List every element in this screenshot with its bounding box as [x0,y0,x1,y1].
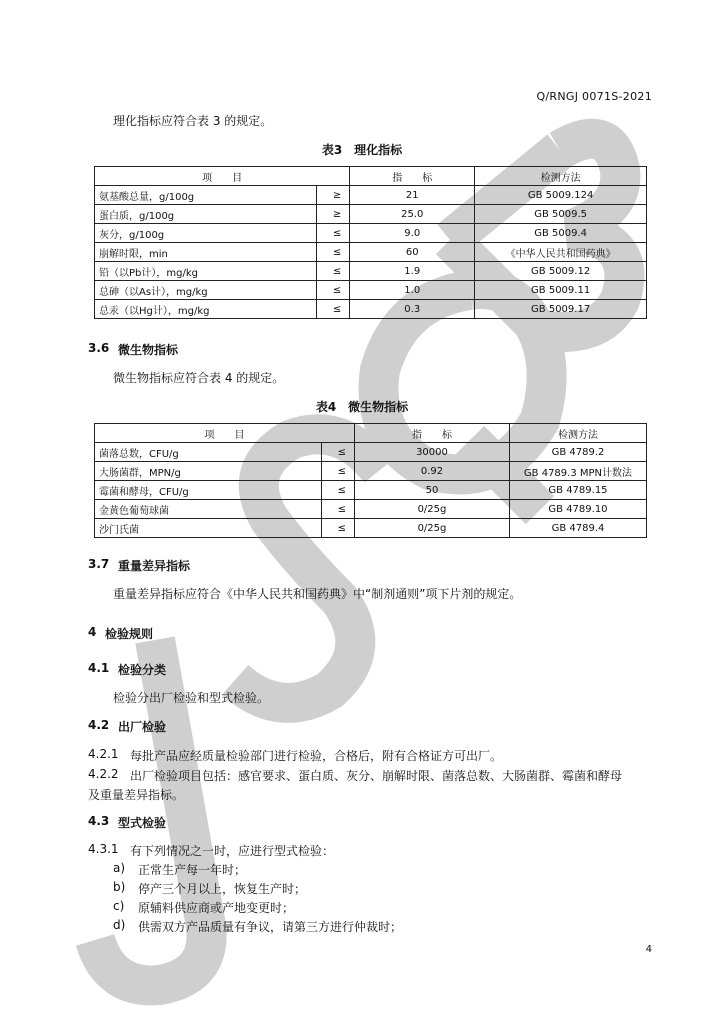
list-item-label: c) [113,899,125,913]
table-row [95,462,647,481]
cell-item: 蛋白质，g/100g [95,205,317,224]
p-4-2-2-num: 4.2.2 [88,767,119,781]
table-row [95,300,647,319]
cell-item: 灰分，g/100g [95,224,317,243]
cell-item: 大肠菌群，MPN/g [95,462,322,481]
cell-sym: ≤ [321,519,354,538]
cell-item: 菌落总数，CFU/g [95,443,322,462]
cell-method: GB 4789.3 MPN计数法 [509,462,646,481]
table3 [94,166,647,319]
cell-value: 0/25g [354,519,509,538]
p-4-2-2-text-cont: 及重量差异指标。 [88,788,185,802]
cell-item: 霉菌和酵母，CFU/g [95,481,322,500]
list-item-label: d) [113,918,126,932]
cell-value: 30000 [354,443,509,462]
cell-method: GB 5009.11 [475,281,647,300]
sec-3-7-title: 重量差异指标 [118,559,191,573]
sec-4-title: 检验规则 [105,627,154,641]
sec-4-3-num: 4.3 [88,814,110,828]
sec-4-1-num: 4.1 [88,661,110,675]
cell-method: GB 5009.124 [475,186,647,205]
sec-3-7-text: 重量差异指标应符合《中华人民共和国药典》中“制剂通则”项下片剂的规定。 [113,587,522,601]
cell-value: 60 [350,243,475,262]
sec-3-6-title: 微生物指标 [118,343,179,357]
cell-item: 铅（以Pb计），mg/kg [95,262,317,281]
cell-value: 9.0 [350,224,475,243]
table3-header-row [95,167,647,186]
cell-sym: ≤ [321,462,354,481]
cell-method: 《中华人民共和国药典》 [475,243,647,262]
table3-intro: 理化指标应符合表 3 的规定。 [113,114,273,128]
p-4-3-1-num: 4.3.1 [88,842,119,856]
table-row [95,262,647,281]
cell-value: 1.0 [350,281,475,300]
cell-method: GB 5009.17 [475,300,647,319]
list-item: 停产三个月以上，恢复生产时； [138,882,307,896]
table-row [95,186,647,205]
cell-item: 氨基酸总量，g/100g [95,186,317,205]
p-4-3-1-text: 有下列情况之一时，应进行型式检验： [130,844,335,858]
col-header-method: 检测方法 [475,167,647,186]
table-row [95,500,647,519]
cell-method: GB 5009.4 [475,224,647,243]
sec-4-3-title: 型式检验 [118,816,167,830]
cell-sym: ≤ [321,500,354,519]
table-row [95,443,647,462]
cell-method: GB 4789.10 [509,500,646,519]
cell-value: 25.0 [350,205,475,224]
sec-4-2-title: 出厂检验 [118,720,167,734]
cell-sym: ≤ [317,262,350,281]
list-item: 正常生产每一年时； [138,863,247,877]
doc-code: Q/RNGJ 0071S-2021 [536,90,652,103]
cell-item: 总砷（以As计），mg/kg [95,281,317,300]
col-header-item: 项 目 [95,167,350,186]
cell-sym: ≤ [317,281,350,300]
cell-sym: ≥ [317,186,350,205]
cell-method: GB 5009.12 [475,262,647,281]
cell-item: 金黄色葡萄球菌 [95,500,322,519]
page-number: 4 [645,944,652,955]
list-item: 供需双方产品质量有争议，请第三方进行仲裁时； [138,920,403,934]
cell-sym: ≤ [317,224,350,243]
cell-value: 0.3 [350,300,475,319]
cell-item: 沙门氏菌 [95,519,322,538]
table-row [95,205,647,224]
cell-value: 0/25g [354,500,509,519]
cell-item: 崩解时限，min [95,243,317,262]
table4-header-row [95,424,647,443]
cell-sym: ≥ [317,205,350,224]
table-row [95,519,647,538]
p-4-2-1-text: 每批产品应经质量检验部门进行检验，合格后，附有合格证方可出厂。 [130,749,503,763]
list-item-label: a) [113,861,126,875]
cell-method: GB 4789.2 [509,443,646,462]
sec-3-6-num: 3.6 [88,341,110,355]
sec-4-1-text: 检验分出厂检验和型式检验。 [113,691,270,705]
table3-caption: 表3 理化指标 [321,143,403,157]
sec-3-7-num: 3.7 [88,557,110,571]
col-header-value: 指 标 [354,424,509,443]
col-header-item: 项 目 [95,424,355,443]
cell-value: 1.9 [350,262,475,281]
cell-value: 0.92 [354,462,509,481]
cell-sym: ≤ [317,243,350,262]
table-row [95,243,647,262]
cell-sym: ≤ [321,481,354,500]
col-header-value: 指 标 [350,167,475,186]
cell-value: 21 [350,186,475,205]
sec-4-num: 4 [88,625,97,639]
col-header-method: 检测方法 [509,424,646,443]
p-4-2-2-text: 出厂检验项目包括：感官要求、蛋白质、灰分、崩解时限、菌落总数、大肠菌群、霉菌和酵母 [130,769,623,783]
cell-method: GB 5009.5 [475,205,647,224]
table4-caption: 表4 微生物指标 [315,400,409,414]
list-item: 原辅料供应商或产地变更时； [138,901,295,915]
cell-sym: ≤ [321,443,354,462]
table-row [95,224,647,243]
cell-value: 50 [354,481,509,500]
sec-3-6-text: 微生物指标应符合表 4 的规定。 [113,371,285,385]
cell-sym: ≤ [317,300,350,319]
table-row [95,481,647,500]
cell-item: 总汞（以Hg计），mg/kg [95,300,317,319]
sec-4-1-title: 检验分类 [118,663,167,677]
p-4-2-1-num: 4.2.1 [88,747,119,761]
table4 [94,423,647,538]
table-row [95,281,647,300]
cell-method: GB 4789.15 [509,481,646,500]
list-item-label: b) [113,880,126,894]
sec-4-2-num: 4.2 [88,718,110,732]
cell-method: GB 4789.4 [509,519,646,538]
